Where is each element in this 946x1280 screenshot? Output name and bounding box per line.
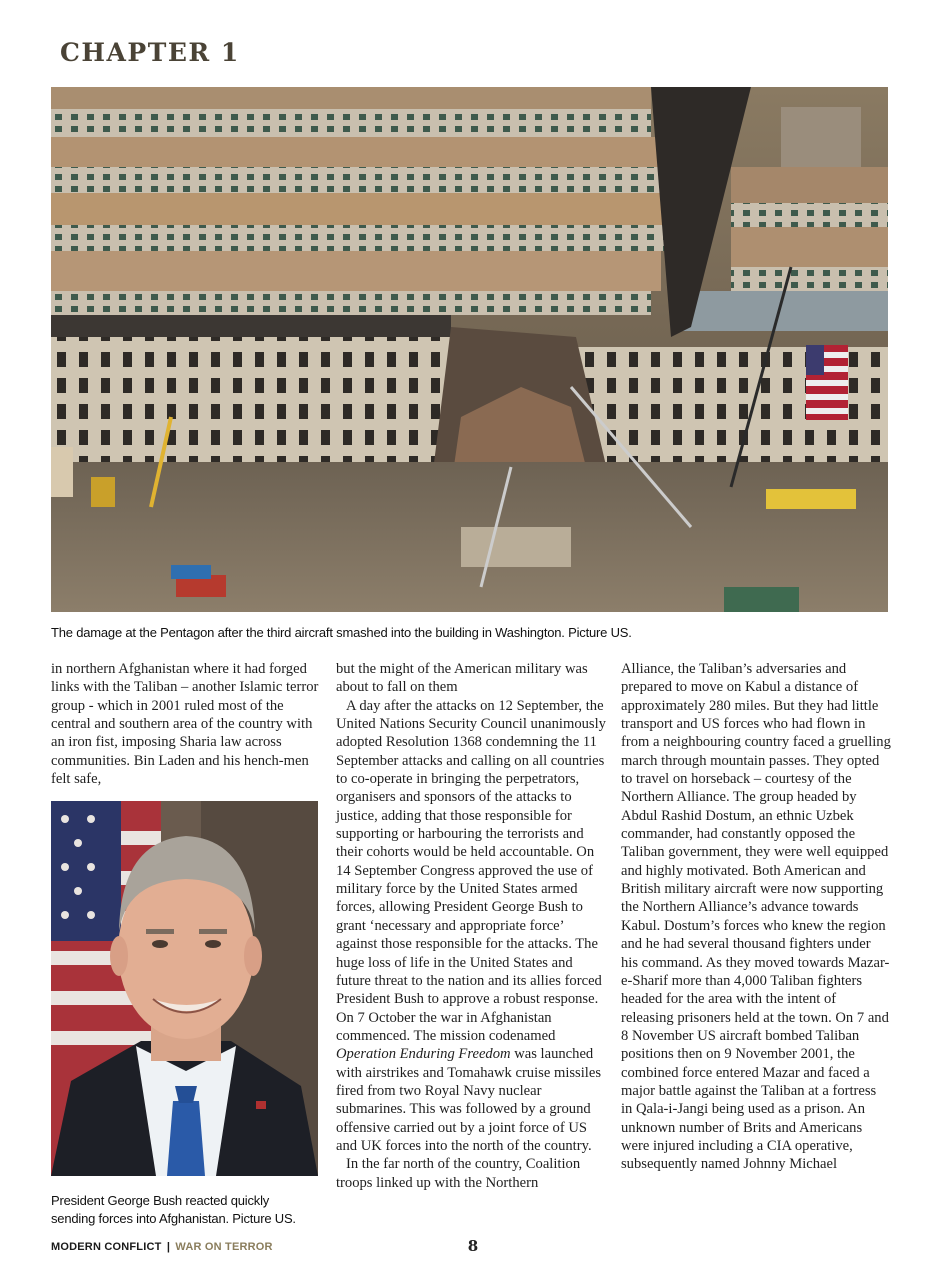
paragraph: Alliance, the Taliban’s adversaries and prepared to move on Kabul a distance of approximately 280 miles. But they had little transport and US forces who had flown in from a neighbouring country faced a gruelling march through mountain passes. They opted to travel on horseback – courtesy of the Northern Alliance. The group headed by Abdul Rashid Dostum, an ethnic Uzbek commander, had constantly opposed the Taliban government, they were well equipped and highly motivated. Both American and British military aircraft were now supporting the Northern Alliance’s advance towards Kabul. Dostum’s forces who knew the region and he had several thousand fighters under his command. As they moved towards Mazar-e-Sharif more than 4,000 Taliban fighters headed for the area with the intent of releasing prisoners held at the town. On 7 and 8 November US aircraft bombed Taliban positions then on 9 November 2001, the combined force entered Mazar and faced a major battle against the Taliban at a fortress in Qala-i-Jangi being used as a prison. An unknown number of Brits and Americans were injured including a CIA operative, subsequently named Johnny Michael: [621, 661, 891, 1173]
operation-name: Operation Enduring Freedom: [336, 1046, 511, 1063]
paragraph-text: was launched with airstrikes and Tomahawk cruise missiles fired from two Royal Navy nuclear submarines. This was followed by a ground offensive carried out by a joint force of US and UK forces into the north of the country.: [336, 1046, 601, 1154]
bush-photo-caption: President George Bush reacted quickly sending forces into Afghanistan. Picture US.: [51, 1193, 296, 1226]
pentagon-photo: [51, 87, 888, 612]
pentagon-photo-caption: The damage at the Pentagon after the third aircraft smashed into the building in Washington. Picture US.: [51, 625, 632, 640]
section-name: WAR ON TERROR: [175, 1241, 273, 1253]
paragraph: [336, 697, 606, 1156]
paragraph: but the might of the American military was about to fall on them: [336, 661, 588, 696]
text-column-2: [336, 660, 606, 1192]
paragraph: In the far north of the country, Coalition troops linked up with the Northern: [336, 1156, 581, 1191]
page-number: 8: [467, 1237, 479, 1255]
text-column-3: [621, 660, 891, 1174]
bush-portrait: [51, 801, 318, 1176]
chapter-heading: CHAPTER 1: [60, 38, 240, 67]
paragraph-text: A day after the attacks on 12 September, the United Nations Security Council unanimously adopted Resolution 1368 condemning the 11 September attacks and calling on all countries to co-operate in bringing the perpetrators, organisers and sponsors of the attacks to justice, adding that those responsible for supporting or harbouring the terrorists and their cohorts would be held accountable. On 14 September Congress approved the use of military force by the United States armed forces, allowing President George Bush to grant ‘necessary and appropriate force’ against those responsible for the attacks. The huge loss of life in the United States and future threat to the nation and its allies forced President Bush to approve a robust response. On 7 October the war in Afghanistan commenced. The mission codenamed: [336, 697, 606, 1044]
footer-publication: [51, 1241, 273, 1253]
footer-separator: |: [166, 1241, 171, 1253]
publication-name: MODERN CONFLICT: [51, 1241, 162, 1253]
text-column-1: [51, 660, 321, 788]
paragraph: in northern Afghanistan where it had forged links with the Taliban – another Islamic terror group - which in 2001 ruled most of the central and southern area of the country with an iron fist, imposing Sharia law across communities. Bin Laden and his hench-men felt safe,: [51, 661, 319, 788]
